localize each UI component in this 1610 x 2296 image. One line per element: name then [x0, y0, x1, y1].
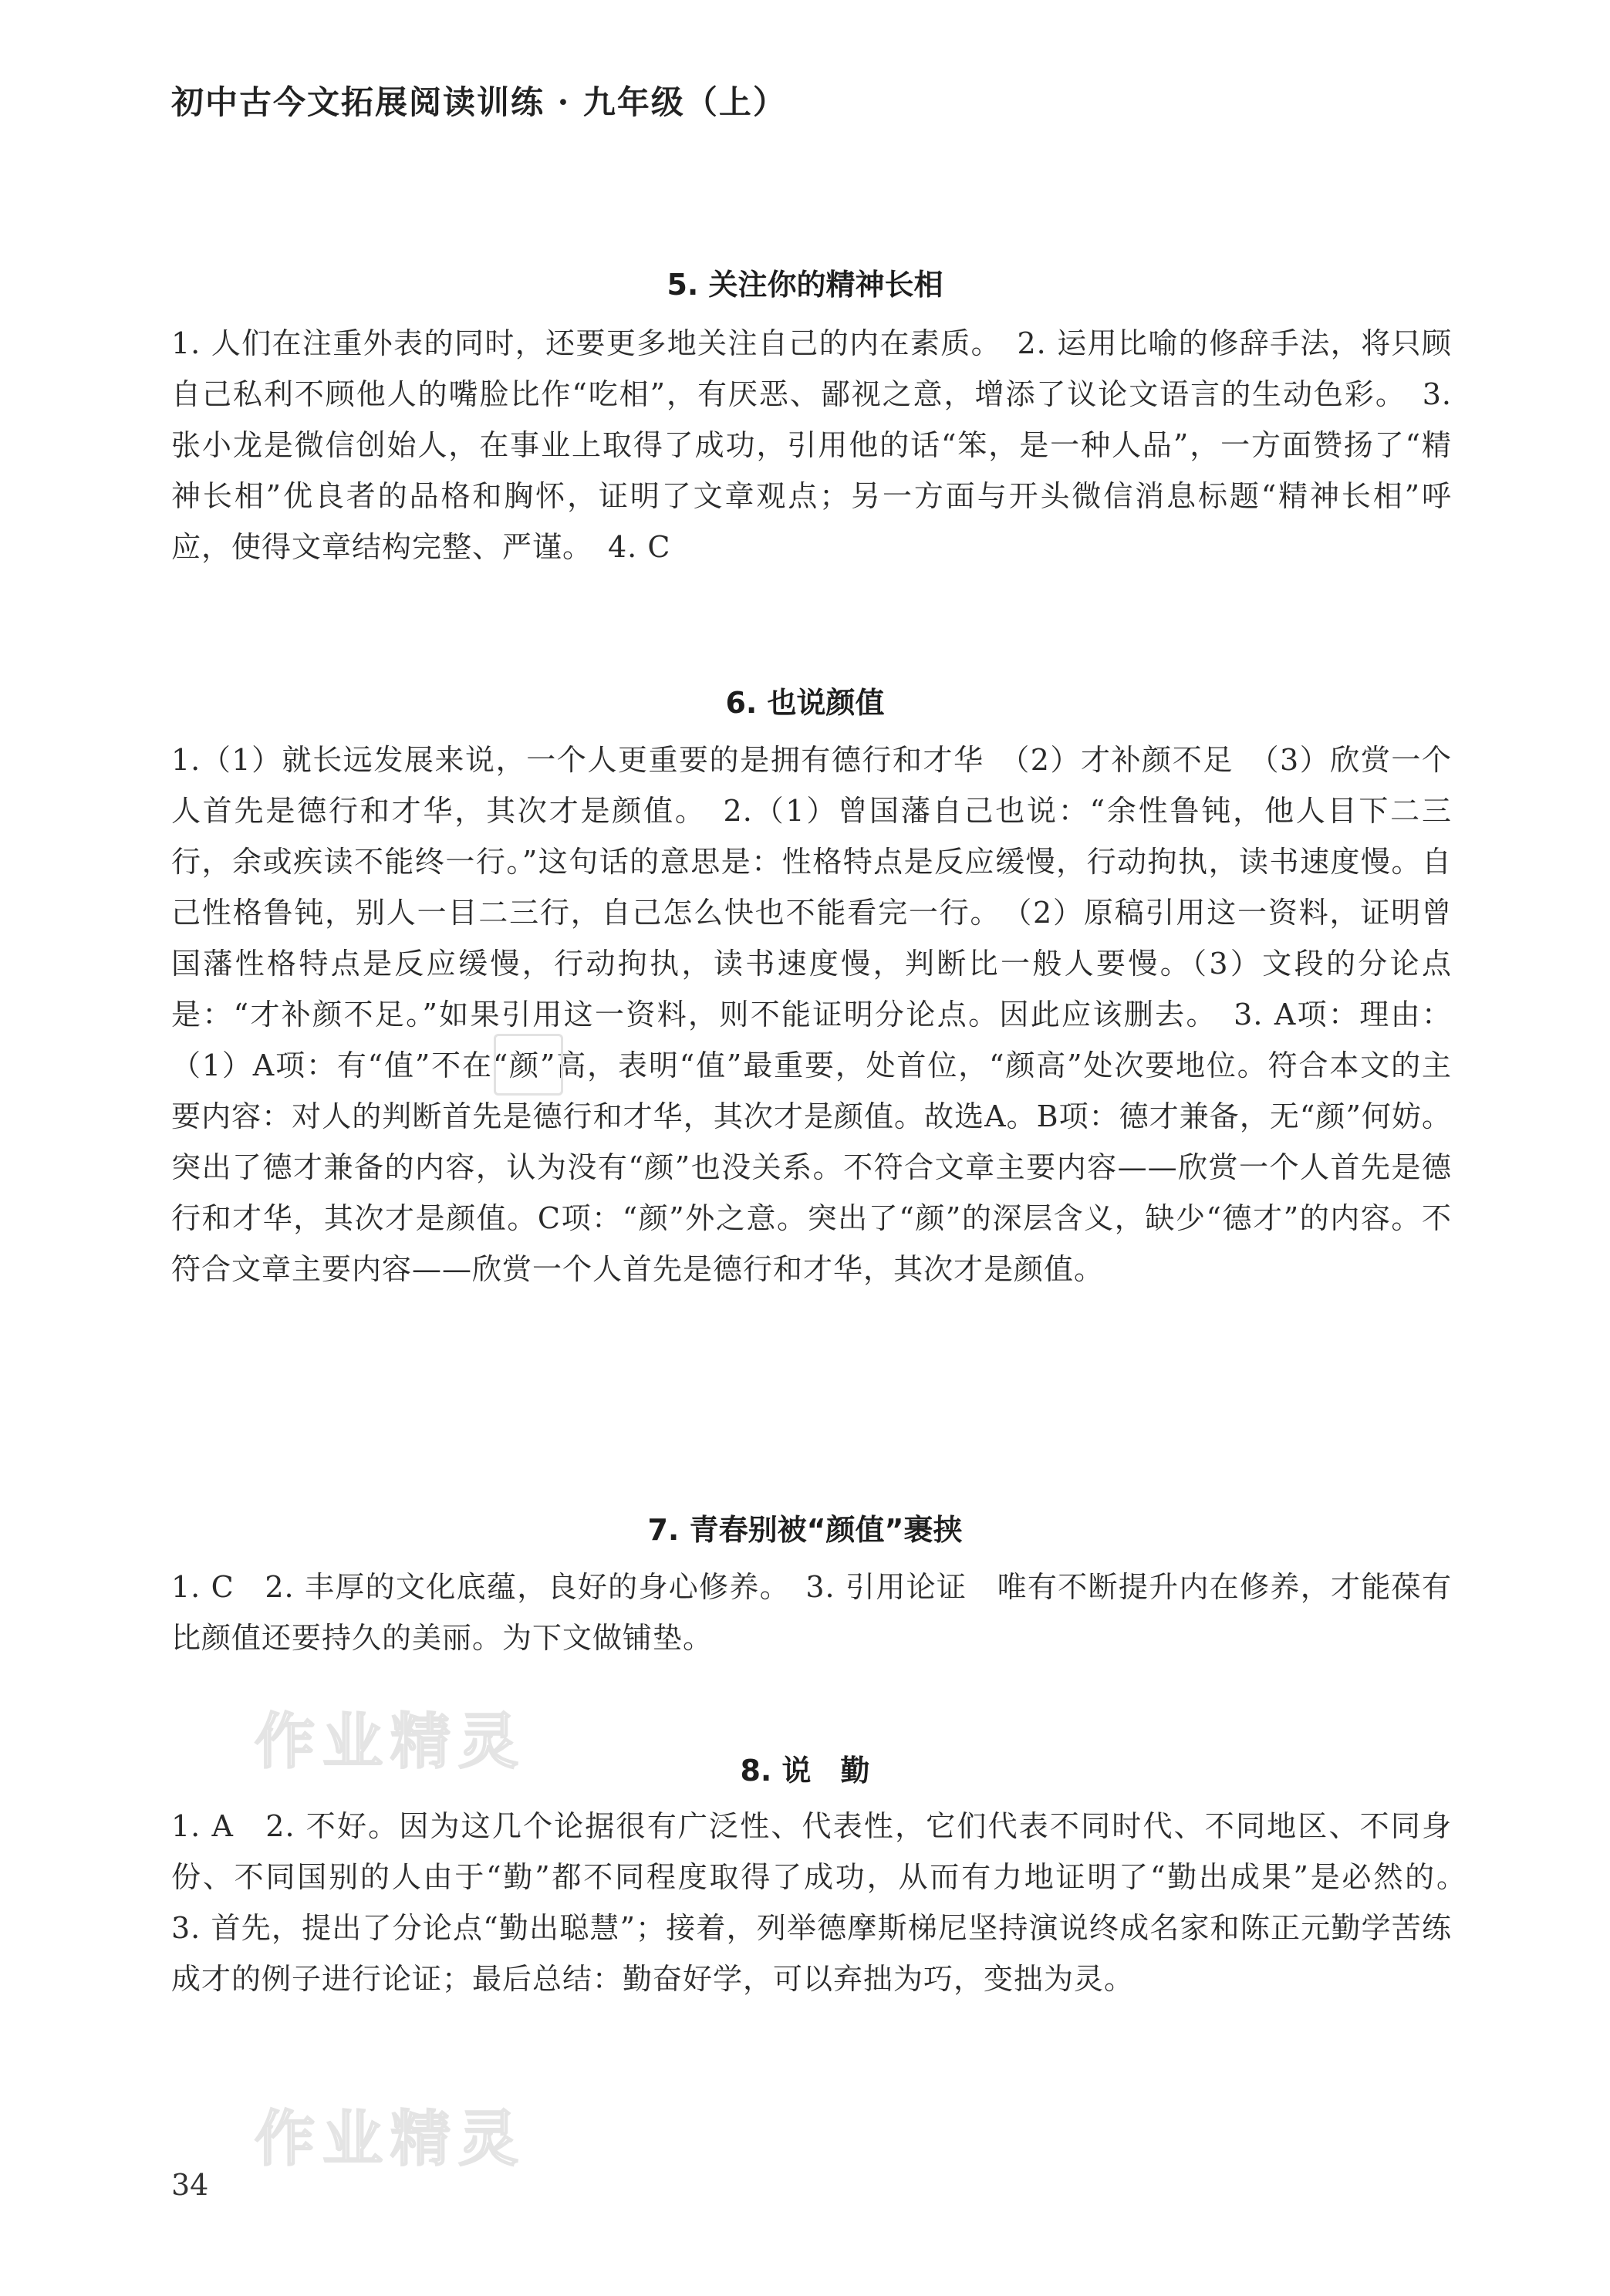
watermark-text: 作业精灵 [255, 2105, 527, 2174]
watermark-text: 作业精灵 [255, 1707, 527, 1777]
section-title-7: 7. 青春别被“颜值”裹挟 [647, 1513, 963, 1547]
book-header-title: 初中古今文拓展阅读训练 · 九年级（上） [171, 83, 787, 121]
watermark-logo [255, 1693, 526, 1780]
section-text-8: 1. A 2. 不好。因为这几个论据很有广泛性、代表性，它们代表不同时代、不同地区、不同身份、不同国别的人由于“勤”都不同程度取得了成功，从而有力地证明了“勤出成果”是必然的。 3. 首先，提出了分论点“勤出聪慧”；接着，列举德摩斯梯尼坚持演说终成名家和陈正元勤学苦练成才的例子进行论证；最后总结：勤奋好学，可以弃拙为巧，变拙为灵。 [171, 1809, 1483, 1996]
section-title-5: 5. 关注你的精神长相 [667, 268, 943, 302]
faint-stamp-icon [494, 1034, 563, 1096]
section-title-6: 6. 也说颜值 [725, 686, 885, 720]
page-number: 34 [171, 2168, 209, 2202]
section-text-5: 1. 人们在注重外表的同时，还要更多地关注自己的内在素质。 2. 运用比喻的修辞手法，将只顾自己私利不顾他人的嘴脸比作“吃相”，有厌恶、鄙视之意，增添了议论文语言的生动色彩。 3. 张小龙是微信创始人，在事业上取得了成功，引用他的话“笨，是一种人品”，一方面赞扬了“精神长相”优良者的品格和胸怀，证明了文章观点；另一方面与开头微信消息标题“精神长相”呼应，使得文章结构完整、严谨。 4. C [171, 326, 1452, 564]
section-text-6: 1.（1）就长远发展来说，一个人更重要的是拥有德行和才华 （2）才补颜不足 （3）欣赏一个人首先是德行和才华，其次才是颜值。 2.（1）曾国藩自己也说：“余性鲁钝，他人目下二三行，余或疾读不能终一行。”这句话的意思是：性格特点是反应缓慢，行动拘执，读书速度慢。自己性格鲁钝，别人一目二三行，自己怎么快也不能看完一行。 （2）原稿引用这一资料，证明曾国藩性格特点是反应缓慢，行动拘执，读书速度慢，判断比一般人要慢。（3）文段的分论点是：“才补颜不足。”如果引用这一资料，则不能证明分论点。因此应该删去。 3. A项：理由：（1）A项：有“值”不在“颜”高，表明“值”最重要，处首位，“颜高”处次要地位。符合本文的主要内容：对人的判断首先是德行和才华，其次才是颜值。故选A。B项：德才兼备，无“颜”何妨。突出了德才兼备的内容，认为没有“颜”也没关系。不符合文章主要内容——欣赏一个人首先是德行和才华，其次才是颜值。C项：“颜”外之意。突出了“颜”的深层含义，缺少“德才”的内容。不符合文章主要内容——欣赏一个人首先是德行和才华，其次才是颜值。 [171, 743, 1452, 1286]
section-text-7: 1. C 2. 丰厚的文化底蕴，良好的身心修养。 3. 引用论证 唯有不断提升内在修养，才能葆有比颜值还要持久的美丽。为下文做铺垫。 [171, 1570, 1452, 1655]
watermark-logo-bottom [255, 2091, 526, 2177]
section-title-8: 8. 说 勤 [740, 1754, 870, 1788]
